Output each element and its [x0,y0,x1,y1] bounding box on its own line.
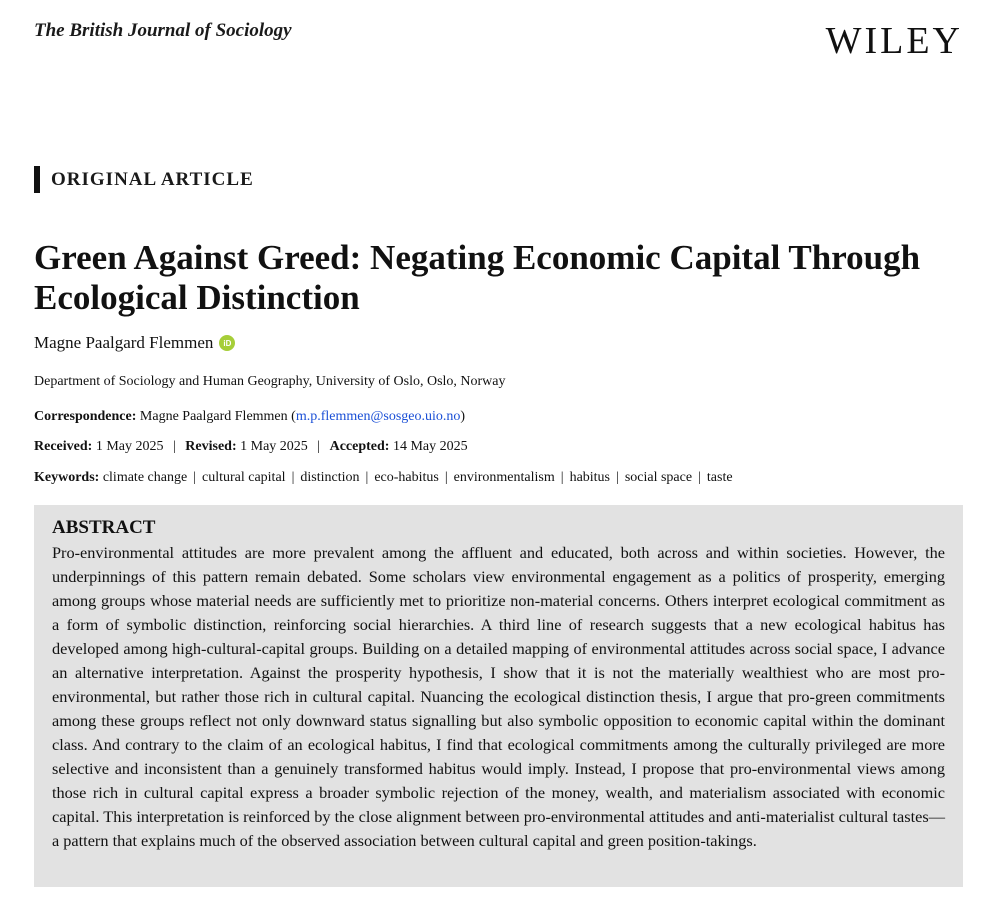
correspondence: Correspondence: Magne Paalgard Flemmen (m.p.flemmen@sosgeo.uio.no) [34,409,466,424]
keyword[interactable]: climate change [102,470,188,485]
date-separator: | [317,439,321,454]
abstract-text: Pro-environmental attitudes are more prevalent among the affluent and educated, both across and within societies. However, the underpinnings of this pattern remain debated. Some scholars view environmental engagement as a politics of prosperity, emerging among groups whose material needs are sufficiently met to prioritize non-material concerns. Others interpret ecological commitment as a form of symbolic distinction, reinforcing social hierarchies. A third line of research suggests that a new ecological habitus has developed among high-cultural-capital groups. Building on a detailed mapping of environmental attitudes across social space, I advance an alternative interpretation. Against the prosperity hypothesis, I show that it is not the materially wealthiest who are most pro-environmental, but rather those rich in cultural capital. Nuancing the ecological distinction thesis, I argue that pro-green commitments among these groups reflect not only downward status signalling but also symbolic opposition to economic capital within the dominant class. And contrary to the claim of an ecological habitus, I find that ecological commitments among the culturally privileged are more selective and inconsistent than a genuinely transformed habitus would imply. Instead, I propose that pro-environmental views among those rich in cultural capital express a broader symbolic rejection of the money, wealth, and materialism associated with economic capital. This interpretation is reinforced by the close alignment between pro-environmental attitudes and anti-materialist cultural tastes—a pattern that explains much of the observed association between cultural capital and green position-takings. [52,543,945,850]
article-dates [34,439,468,455]
abstract-heading: ABSTRACT [52,517,156,538]
keyword[interactable]: social space [624,470,693,485]
revised-label: Revised: [185,439,237,454]
correspondence-label: Correspondence: [34,409,137,424]
affiliation: Department of Sociology and Human Geography, University of Oslo, Oslo, Norway [34,374,506,389]
correspondence-name: Magne Paalgard Flemmen [139,409,288,424]
keywords-label: Keywords: [34,470,100,485]
correspondence-email-link[interactable]: m.p.flemmen@sosgeo.uio.no [295,409,461,424]
author-name[interactable]: Magne Paalgard Flemmen [34,333,214,352]
keywords: Keywords: climate change | cultural capital | distinction | eco-habitus | environmentalism | habitus | social space | taste [34,470,733,485]
orcid-icon[interactable]: iD [219,335,235,351]
keyword[interactable]: eco-habitus [374,470,439,485]
accepted-label: Accepted: [329,439,390,454]
keyword[interactable]: cultural capital [201,470,286,485]
abstract-box [34,505,963,887]
publisher-logo: WILEY [825,20,963,62]
revised-date: 1 May 2025 [240,439,308,454]
accepted-date: 14 May 2025 [392,439,468,454]
keyword[interactable]: habitus [569,470,611,485]
journal-name: The British Journal of Sociology [34,20,292,41]
keyword[interactable]: taste [706,470,733,485]
article-type-bar [34,166,40,193]
keyword[interactable]: environmentalism [453,470,555,485]
received-label: Received: [34,439,93,454]
date-separator: | [172,439,176,454]
author [34,333,235,353]
keyword[interactable]: distinction [300,470,360,485]
article-type [34,166,254,193]
received-date: 1 May 2025 [95,439,164,454]
article-type-label: ORIGINAL ARTICLE [51,168,254,190]
article-title: Green Against Greed: Negating Economic Capital Through Ecological Distinction [34,238,921,317]
